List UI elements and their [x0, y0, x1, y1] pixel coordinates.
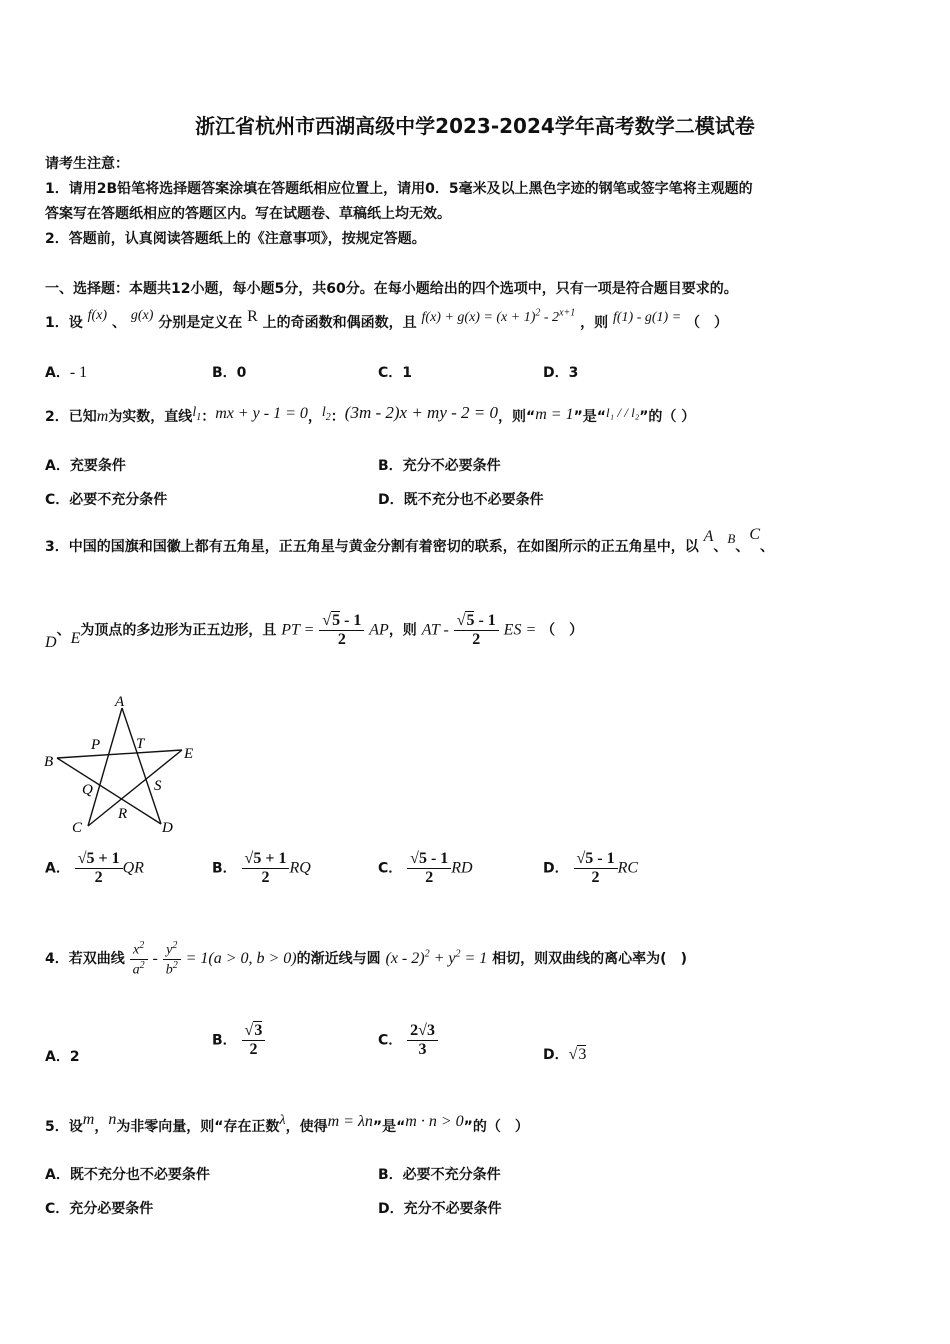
- q2-option-c[interactable]: C．必要不充分条件: [45, 492, 168, 508]
- q2-option-a[interactable]: A．充要条件: [45, 458, 126, 474]
- notice-heading: 请考生注意：: [45, 156, 129, 172]
- q1-text3: ，则: [580, 315, 609, 331]
- label-b: B: [44, 754, 54, 770]
- q1-text2: 上的奇函数和偶函数，且: [262, 315, 417, 331]
- q1-g: g(x): [130, 308, 154, 323]
- notice-line-1: 1．请用2B铅笔将选择题答案涂填在答题纸相应位置上，请用0．5毫米及以上黑色字迹的钢笔或签字笔将主观题的: [45, 181, 753, 197]
- q5-option-c[interactable]: C．充分必要条件: [45, 1201, 154, 1217]
- pentagram-figure: [40, 690, 210, 840]
- q1-eq: $f(x) + g(x) = (x + 1)^2 - 2^{x+1}$: [421, 307, 576, 325]
- q3-option-b[interactable]: B． $\frac{√5 + 1}{2}$ RQ: [212, 850, 311, 886]
- notice-line-3: 2．答题前，认真阅读答题纸上的《注意事项》，按规定答题。: [45, 231, 426, 247]
- q2-option-d[interactable]: D．既不充分也不必要条件: [378, 492, 544, 508]
- q4-option-a[interactable]: A．2: [45, 1049, 80, 1065]
- label-c: C: [72, 820, 83, 836]
- q1-paren: （ ）: [686, 315, 729, 331]
- q1-num: 1．设: [45, 315, 83, 331]
- q1-option-c[interactable]: C．1: [378, 365, 413, 381]
- q3-option-c[interactable]: C． $\frac{√5 - 1}{2}$ RD: [378, 850, 473, 886]
- label-d: D: [162, 820, 173, 836]
- q1-option-b[interactable]: B．0: [212, 365, 247, 381]
- label-p: P: [91, 737, 101, 753]
- q1-ask: f(1) - g(1) =: [613, 310, 682, 325]
- q1-option-d[interactable]: D．3: [543, 365, 579, 381]
- label-t: T: [136, 736, 145, 752]
- question-2: 2．已知m为实数，直线$l_1$：mx + y - 1 = 0，$l_2$：(3m - 2)x + my - 2 = 0，则“m = 1”是“l₁ / / l₂”的（ ）: [45, 403, 696, 425]
- page-title: 浙江省杭州市西湖高级中学2023-2024学年高考数学二模试卷: [195, 114, 755, 138]
- q1-R: R: [247, 308, 258, 325]
- question-3-line-2: D、E为顶点的多边形为正五边形，且 PT = $\frac{√5 - 1}{2}$ AP，则 AT - $\frac{√5 - 1}{2}$ ES = （ ）: [45, 612, 584, 651]
- q1-f: f(x): [87, 308, 108, 323]
- q1-option-a[interactable]: A．- 1: [45, 364, 88, 381]
- q3-option-d[interactable]: D． $\frac{√5 - 1}{2}$ RC: [543, 850, 639, 886]
- q1-sep: 、: [111, 315, 126, 331]
- question-5: 5．设m，n为非零向量，则“存在正数λ，使得m = λn”是“m · n > 0”的（ ）: [45, 1111, 529, 1135]
- q3-option-a[interactable]: A． $\frac{√5 + 1}{2}$ QR: [45, 850, 144, 886]
- q4-option-c[interactable]: C． $\frac{2√3}{3}$: [378, 1022, 438, 1059]
- q2-option-b[interactable]: B．充分不必要条件: [378, 458, 501, 474]
- q5-option-d[interactable]: D．充分不必要条件: [378, 1201, 502, 1217]
- q4-option-b[interactable]: B． $\frac{√3}{2}$: [212, 1022, 265, 1059]
- q1-text1: 分别是定义在: [158, 315, 243, 331]
- question-3-line-1: 3．中国的国旗和国徽上都有五角星，正五角星与黄金分割有着密切的联系，在如图所示的正五角星中，以 A、B、C、: [45, 526, 775, 555]
- q5-option-b[interactable]: B．必要不充分条件: [378, 1167, 501, 1183]
- question-1: [45, 307, 729, 332]
- label-s: S: [154, 778, 162, 794]
- label-e: E: [184, 746, 194, 762]
- q5-option-a[interactable]: A．既不充分也不必要条件: [45, 1167, 210, 1183]
- question-4: 4．若双曲线 $\frac{x^2}{a^2}$ - $\frac{y^2}{b^2}$ = 1(a > 0, b > 0)的渐近线与圆 $(x - 2)^2 + y^2 = 1$ 相切，则双曲线的离心率为( ): [45, 940, 687, 978]
- label-q: Q: [82, 782, 93, 798]
- section-heading: 一、选择题：本题共12小题，每小题5分，共60分。在每小题给出的四个选项中，只有一项是符合题目要求的。: [45, 281, 738, 297]
- notice-line-2: 答案写在答题纸相应的答题区内。写在试题卷、草稿纸上均无效。: [45, 206, 451, 222]
- q4-option-d[interactable]: D．√3: [543, 1046, 587, 1063]
- label-a: A: [115, 694, 125, 710]
- label-r: R: [118, 806, 128, 822]
